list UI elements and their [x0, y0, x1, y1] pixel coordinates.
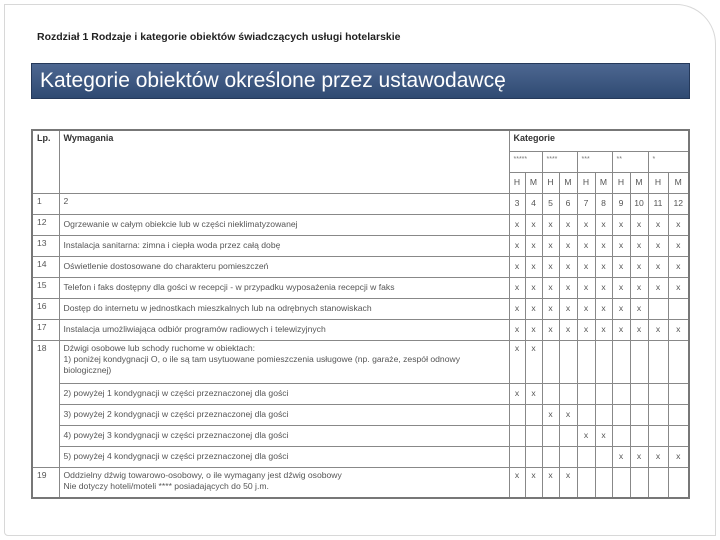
category-mark	[630, 467, 648, 498]
category-mark	[509, 404, 525, 425]
row-number: 17	[32, 319, 59, 340]
category-mark: x	[577, 319, 595, 340]
category-mark: x	[525, 235, 542, 256]
requirement-text: Ogrzewanie w całym obiekcie lub w części nieklimatyzowanej	[59, 214, 509, 235]
category-stars: ****	[542, 151, 577, 172]
category-mark: x	[542, 298, 559, 319]
category-mark	[595, 467, 612, 498]
category-mark: x	[509, 319, 525, 340]
category-stars: *	[648, 151, 689, 172]
category-stars: **	[612, 151, 648, 172]
category-type: M	[630, 172, 648, 193]
category-mark: x	[542, 277, 559, 298]
requirement-text: Dźwigi osobowe lub schody ruchome w obiektach: 1) poniżej kondygnacji O, o ile są tam usytuowane pomieszczenia usługowe (np. garaże, zespół odnowy biologicznej)	[59, 340, 509, 383]
category-mark	[595, 340, 612, 383]
category-mark: x	[595, 214, 612, 235]
table-row	[32, 467, 689, 498]
category-mark: x	[525, 277, 542, 298]
table-row	[32, 425, 689, 446]
category-mark	[648, 425, 668, 446]
category-mark: x	[542, 256, 559, 277]
category-mark: x	[525, 256, 542, 277]
slide-title: Kategorie obiektów określone przez ustawodawcę	[31, 63, 690, 99]
category-mark: x	[509, 256, 525, 277]
category-mark: x	[648, 446, 668, 467]
category-mark	[509, 446, 525, 467]
category-mark	[542, 340, 559, 383]
category-mark	[525, 446, 542, 467]
column-number: 11	[648, 193, 668, 214]
category-mark: x	[648, 277, 668, 298]
row-number: 16	[32, 298, 59, 319]
category-mark	[648, 298, 668, 319]
category-mark	[612, 467, 630, 498]
category-mark: x	[648, 214, 668, 235]
category-mark: x	[509, 214, 525, 235]
category-type: M	[525, 172, 542, 193]
requirement-text: 2) powyżej 1 kondygnacji w części przeznaczonej dla gości	[59, 383, 509, 404]
category-mark: x	[648, 235, 668, 256]
category-mark: x	[612, 235, 630, 256]
category-mark: x	[577, 235, 595, 256]
category-mark	[559, 340, 577, 383]
category-mark: x	[668, 235, 689, 256]
category-mark	[595, 404, 612, 425]
category-mark: x	[509, 467, 525, 498]
category-mark: x	[668, 446, 689, 467]
category-mark: x	[559, 256, 577, 277]
category-mark: x	[630, 256, 648, 277]
header-requirements: Wymagania	[59, 130, 509, 193]
category-mark	[668, 340, 689, 383]
category-mark	[525, 404, 542, 425]
category-mark: x	[542, 404, 559, 425]
category-mark	[559, 425, 577, 446]
category-mark: x	[668, 277, 689, 298]
category-mark	[648, 340, 668, 383]
column-number: 5	[542, 193, 559, 214]
row-number: 15	[32, 277, 59, 298]
chapter-title: Rozdział 1 Rodzaje i kategorie obiektów świadczących usługi hotelarskie	[37, 31, 401, 43]
category-mark: x	[559, 404, 577, 425]
category-mark	[612, 404, 630, 425]
column-number: 6	[559, 193, 577, 214]
requirement-text: 3) powyżej 2 kondygnacji w części przeznaczonej dla gości	[59, 404, 509, 425]
row-number: 13	[32, 235, 59, 256]
category-mark	[559, 446, 577, 467]
category-mark: x	[630, 446, 648, 467]
category-mark: x	[525, 383, 542, 404]
category-mark	[668, 425, 689, 446]
category-type: H	[648, 172, 668, 193]
category-mark: x	[509, 340, 525, 383]
category-mark	[648, 404, 668, 425]
category-mark: x	[559, 467, 577, 498]
category-mark	[630, 425, 648, 446]
category-mark	[612, 425, 630, 446]
column-number: 12	[668, 193, 689, 214]
category-mark: x	[559, 298, 577, 319]
requirement-text: 4) powyżej 3 kondygnacji w części przeznaczonej dla gości	[59, 425, 509, 446]
requirement-text: Telefon i faks dostępny dla gości w recepcji - w przypadku wyposażenia recepcji w faks	[59, 277, 509, 298]
category-mark	[577, 446, 595, 467]
category-mark: x	[612, 256, 630, 277]
category-mark	[630, 340, 648, 383]
category-mark: x	[525, 340, 542, 383]
category-mark	[577, 383, 595, 404]
category-mark: x	[612, 277, 630, 298]
category-mark	[577, 340, 595, 383]
category-mark	[577, 467, 595, 498]
category-mark	[577, 404, 595, 425]
category-mark: x	[630, 277, 648, 298]
category-mark: x	[668, 319, 689, 340]
categories-table	[31, 129, 690, 499]
category-type: H	[577, 172, 595, 193]
column-number: 3	[509, 193, 525, 214]
requirement-text: Oświetlenie dostosowane do charakteru pomieszczeń	[59, 256, 509, 277]
row-number: 14	[32, 256, 59, 277]
category-mark: x	[595, 277, 612, 298]
header-lp: Lp.	[32, 130, 59, 193]
category-mark: x	[525, 298, 542, 319]
category-mark	[509, 425, 525, 446]
column-number: 4	[525, 193, 542, 214]
category-type: H	[612, 172, 630, 193]
row-number: 19	[32, 467, 59, 498]
category-mark: x	[559, 319, 577, 340]
requirement-text: Instalacja umożliwiająca odbiór programów radiowych i telewizyjnych	[59, 319, 509, 340]
requirement-text: Oddzielny dźwig towarowo-osobowy, o ile wymagany jest dźwig osobowy Nie dotyczy hoteli/moteli **** posiadających do 50 j.m.	[59, 467, 509, 498]
category-mark: x	[595, 256, 612, 277]
category-mark	[648, 467, 668, 498]
category-mark	[595, 446, 612, 467]
category-mark: x	[559, 235, 577, 256]
category-mark: x	[595, 298, 612, 319]
category-mark	[668, 467, 689, 498]
category-mark: x	[559, 214, 577, 235]
category-mark: x	[525, 319, 542, 340]
category-mark	[542, 446, 559, 467]
category-mark: x	[559, 277, 577, 298]
category-type: M	[668, 172, 689, 193]
category-mark	[542, 425, 559, 446]
category-mark: x	[668, 256, 689, 277]
category-mark: x	[542, 214, 559, 235]
category-mark	[542, 383, 559, 404]
category-mark: x	[542, 235, 559, 256]
category-mark	[525, 425, 542, 446]
category-mark: x	[630, 214, 648, 235]
category-mark: x	[509, 235, 525, 256]
category-mark: x	[648, 256, 668, 277]
requirement-text: Instalacja sanitarna: zimna i ciepła woda przez całą dobę	[59, 235, 509, 256]
column-number: 1	[32, 193, 59, 214]
column-number: 9	[612, 193, 630, 214]
category-mark	[668, 404, 689, 425]
table-row	[32, 256, 689, 277]
category-mark: x	[612, 446, 630, 467]
column-number: 2	[59, 193, 509, 214]
category-mark: x	[577, 256, 595, 277]
category-mark: x	[630, 235, 648, 256]
category-mark	[648, 383, 668, 404]
table-row	[32, 277, 689, 298]
row-number: 12	[32, 214, 59, 235]
category-mark	[630, 383, 648, 404]
category-mark: x	[595, 235, 612, 256]
category-mark: x	[509, 383, 525, 404]
category-mark	[612, 383, 630, 404]
category-mark	[559, 383, 577, 404]
requirement-text: Dostęp do internetu w jednostkach mieszkalnych lub na odrębnych stanowiskach	[59, 298, 509, 319]
category-type: H	[509, 172, 525, 193]
category-mark: x	[542, 467, 559, 498]
table-row	[32, 383, 689, 404]
category-mark: x	[668, 214, 689, 235]
category-mark	[668, 298, 689, 319]
column-number: 10	[630, 193, 648, 214]
header-categories: Kategorie	[509, 130, 689, 151]
category-mark: x	[577, 277, 595, 298]
category-mark: x	[509, 277, 525, 298]
category-mark: x	[612, 298, 630, 319]
table-row	[32, 446, 689, 467]
table-row	[32, 404, 689, 425]
category-mark	[668, 383, 689, 404]
column-number: 7	[577, 193, 595, 214]
category-mark: x	[612, 319, 630, 340]
category-mark: x	[509, 298, 525, 319]
category-mark	[612, 340, 630, 383]
category-mark: x	[595, 319, 612, 340]
category-mark: x	[525, 214, 542, 235]
requirement-text: 5) powyżej 4 kondygnacji w części przeznaczonej dla gości	[59, 446, 509, 467]
category-mark: x	[577, 298, 595, 319]
category-stars: ***	[577, 151, 612, 172]
table-row	[32, 340, 689, 383]
category-mark: x	[577, 425, 595, 446]
table-row	[32, 298, 689, 319]
category-type: H	[542, 172, 559, 193]
category-mark: x	[648, 319, 668, 340]
category-mark: x	[525, 467, 542, 498]
row-number: 18	[32, 340, 59, 467]
category-mark	[595, 383, 612, 404]
table-row	[32, 319, 689, 340]
category-type: M	[595, 172, 612, 193]
category-mark: x	[612, 214, 630, 235]
category-mark: x	[577, 214, 595, 235]
category-mark: x	[630, 319, 648, 340]
category-stars: *****	[509, 151, 542, 172]
column-number: 8	[595, 193, 612, 214]
table-row	[32, 214, 689, 235]
table-row	[32, 235, 689, 256]
category-mark: x	[595, 425, 612, 446]
category-mark: x	[630, 298, 648, 319]
category-mark: x	[542, 319, 559, 340]
category-type: M	[559, 172, 577, 193]
category-mark	[630, 404, 648, 425]
